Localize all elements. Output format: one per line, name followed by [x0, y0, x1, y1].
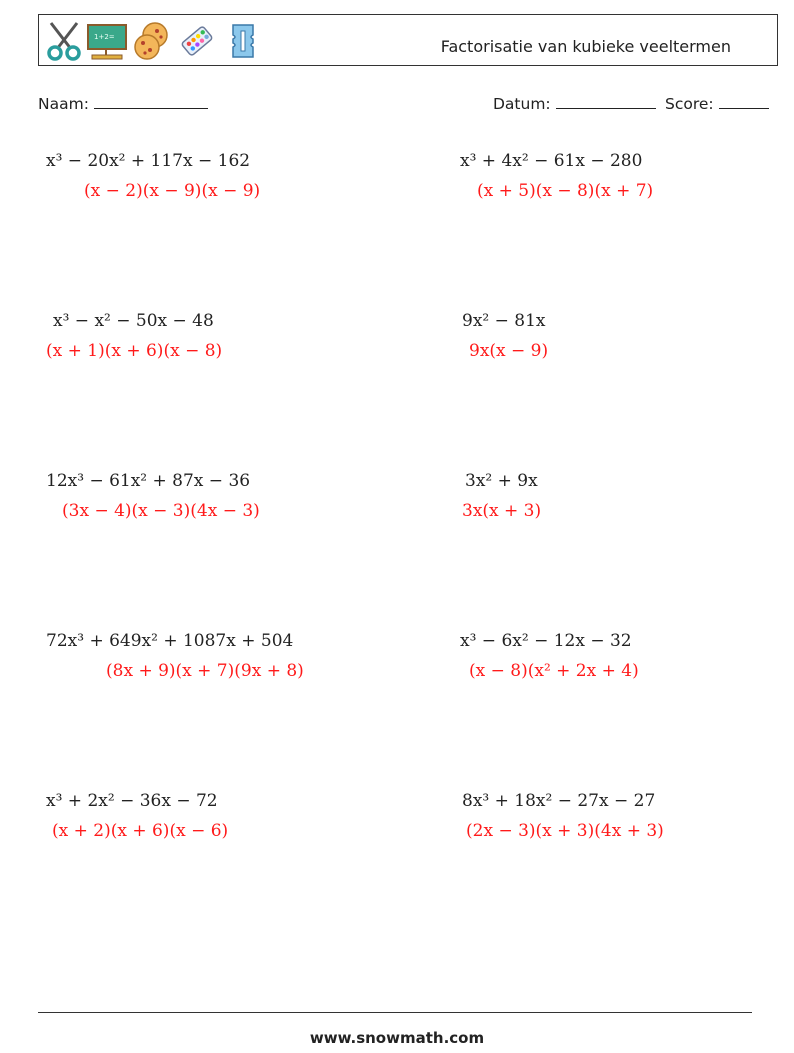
- cookies-icon: [133, 21, 173, 61]
- problem-answer: 9x(x − 9): [469, 341, 549, 361]
- problem-expression: x³ − 6x² − 12x − 32: [460, 631, 632, 651]
- problem-answer: 3x(x + 3): [462, 501, 542, 521]
- score-field: [665, 94, 769, 113]
- problem-expression: x³ − x² − 50x − 48: [53, 311, 214, 331]
- worksheet-header: [38, 14, 778, 66]
- problem-answer: (x + 5)(x − 8)(x + 7): [477, 181, 654, 201]
- problem-expression: x³ − 20x² + 117x − 162: [46, 151, 251, 171]
- sharpener-icon: [229, 21, 257, 61]
- footer-rule: [38, 1012, 752, 1013]
- worksheet-title: Factorisatie van kubieke veeltermen: [440, 37, 731, 56]
- svg-text:1+2=: 1+2=: [94, 33, 115, 41]
- chalkboard-icon: [86, 21, 128, 61]
- score-blank: [719, 94, 769, 109]
- problem-answer: (x + 1)(x + 6)(x − 8): [46, 341, 223, 361]
- problem-expression: 9x² − 81x: [462, 311, 546, 331]
- date-label: Datum:: [493, 95, 551, 113]
- problem-answer: (x − 8)(x² + 2x + 4): [469, 661, 639, 681]
- name-blank: [94, 94, 208, 109]
- name-field: [38, 94, 208, 113]
- problem-expression: 72x³ + 649x² + 1087x + 504: [46, 631, 294, 651]
- problem-expression: x³ + 4x² − 61x − 280: [460, 151, 643, 171]
- problem-expression: 12x³ − 61x² + 87x − 36: [46, 471, 251, 491]
- name-label: Naam:: [38, 95, 89, 113]
- footer-url: www.snowmath.com: [309, 1029, 485, 1047]
- scissors-icon: [45, 21, 83, 61]
- problem-answer: (x + 2)(x + 6)(x − 6): [52, 821, 229, 841]
- problem-expression: 8x³ + 18x² − 27x − 27: [462, 791, 656, 811]
- problem-expression: x³ + 2x² − 36x − 72: [46, 791, 218, 811]
- date-field: [493, 94, 656, 113]
- date-blank: [556, 94, 656, 109]
- problem-answer: (8x + 9)(x + 7)(9x + 8): [106, 661, 304, 681]
- problem-answer: (3x − 4)(x − 3)(4x − 3): [62, 501, 260, 521]
- problem-answer: (2x − 3)(x + 3)(4x + 3): [466, 821, 664, 841]
- problem-answer: (x − 2)(x − 9)(x − 9): [84, 181, 261, 201]
- problem-expression: 3x² + 9x: [465, 471, 538, 491]
- score-label: Score:: [665, 95, 714, 113]
- paint-palette-icon: [177, 21, 217, 61]
